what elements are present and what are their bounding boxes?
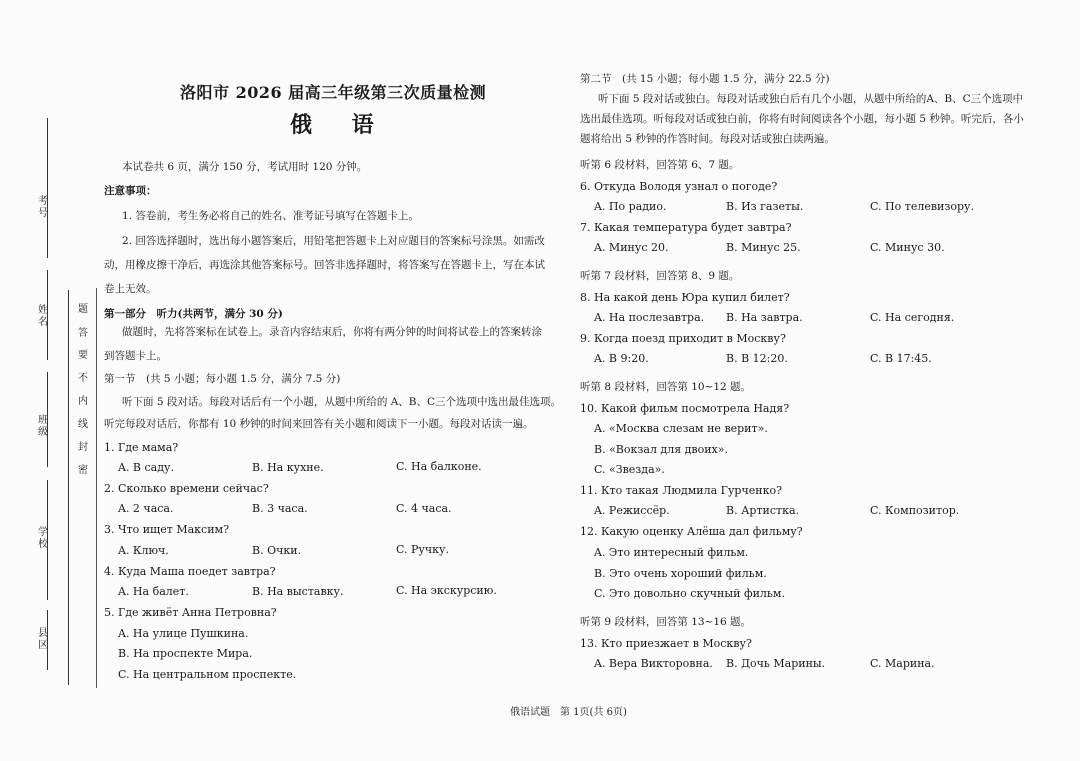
option-c: C. Композитор. xyxy=(870,504,960,517)
question-7: 7. Какая температура будет завтра? xyxy=(580,221,792,234)
option-c: C. Минус 30. xyxy=(870,241,945,254)
subject-title: 俄 语 xyxy=(290,112,390,138)
option-c: C. На центральном проспекте. xyxy=(118,668,297,681)
option-a: A. Вера Викторовна. xyxy=(594,657,713,670)
question-3: 3. Что ищет Максим? xyxy=(104,523,229,536)
seal-char: 要 xyxy=(78,350,88,361)
seal-char: 题 xyxy=(78,304,88,315)
option-b: B. Это очень хороший фильм. xyxy=(594,567,767,580)
part1-text-cont: 到答题卡上。 xyxy=(104,350,167,362)
question-9: 9. Когда поезд приходит в Москву? xyxy=(580,332,786,345)
section2-title: 第二节 (共 15 小题；每小题 1.5 分，满分 22.5 分) xyxy=(580,73,830,85)
option-a: A. На послезавтра. xyxy=(594,311,705,324)
material-7: 听第 7 段材料，回答第 8、9 题。 xyxy=(580,270,740,282)
option-b: B. 3 часа. xyxy=(252,502,308,515)
option-a: A. Режиссёр. xyxy=(594,504,670,517)
option-b: B. Минус 25. xyxy=(726,241,801,254)
material-9: 听第 9 段材料，回答第 13~16 题。 xyxy=(580,616,752,628)
label-exam-number: 考号 xyxy=(38,196,48,219)
option-a: A. На балет. xyxy=(118,585,189,598)
section2-text: 听下面 5 段对话或独白。每段对话或独白后有几个小题，从题中所给的A、B、C三个选项中 xyxy=(598,93,1024,105)
option-b: B. Из газеты. xyxy=(726,200,804,213)
option-b: B. На завтра. xyxy=(726,311,803,324)
option-b: B. На выставку. xyxy=(252,585,344,598)
question-1: 1. Где мама? xyxy=(104,441,179,454)
option-a: A. Ключ. xyxy=(118,544,169,557)
option-b: B. Очки. xyxy=(252,544,302,557)
option-b: B. Дочь Марины. xyxy=(726,657,826,670)
seal-char: 封 xyxy=(78,442,88,453)
blank-line xyxy=(47,118,48,258)
question-8: 8. На какой день Юра купил билет? xyxy=(580,291,790,304)
option-c: C. По телевизору. xyxy=(870,200,974,213)
option-a: A. В саду. xyxy=(118,461,174,474)
option-c: C. Ручку. xyxy=(396,543,450,556)
option-b: B. Артистка. xyxy=(726,504,800,517)
question-2: 2. Сколько времени сейчас? xyxy=(104,482,269,495)
question-13: 13. Кто приезжает в Москву? xyxy=(580,637,752,650)
part1-text: 做题时，先将答案标在试卷上。录音内容结束后，你将有两分钟的时间将试卷上的答案转涂 xyxy=(122,326,542,338)
note-2-end: 卷上无效。 xyxy=(104,283,157,295)
option-a: A. 2 часа. xyxy=(118,502,174,515)
section1-text-cont: 听完每段对话后，你都有 10 秒钟的时间来回答有关小题和阅读下一小题。每段对话读一遍。 xyxy=(104,418,534,430)
option-c: C. В 17:45. xyxy=(870,352,932,365)
seal-char: 线 xyxy=(78,419,88,430)
notes-title: 注意事项： xyxy=(104,185,157,197)
option-b: B. В 12:20. xyxy=(726,352,788,365)
note-2: 2. 回答选择题时，选出每小题答案后，用铅笔把答题卡上对应题目的答案标号涂黑。如需改 xyxy=(122,235,545,247)
seal-char: 密 xyxy=(78,465,88,476)
question-4: 4. Куда Маша поедет завтра? xyxy=(104,565,276,578)
option-c: C. Марина. xyxy=(870,657,935,670)
label-name: 姓名 xyxy=(38,305,48,328)
exam-title: 洛阳市 2026 届高三年级第三次质量检测 xyxy=(180,83,487,102)
section2-text-end: 题将给出 5 秒钟的作答时间。每段对话或独白读两遍。 xyxy=(580,133,835,145)
question-12: 12. Какую оценку Алёша дал фильму? xyxy=(580,525,803,538)
label-school: 学校 xyxy=(38,527,48,550)
option-c: C. На балконе. xyxy=(396,460,482,473)
question-11: 11. Кто такая Людмила Гурченко? xyxy=(580,484,782,497)
binding-line xyxy=(96,288,97,688)
section1-title: 第一节 (共 5 小题；每小题 1.5 分，满分 7.5 分) xyxy=(104,373,341,385)
part1-title: 第一部分 听力(共两节，满分 30 分) xyxy=(104,308,283,320)
note-1: 1. 答卷前，考生务必将自己的姓名、准考证号填写在答题卡上。 xyxy=(122,210,419,222)
intro-text: 本试卷共 6 页，满分 150 分，考试用时 120 分钟。 xyxy=(122,161,368,173)
material-6: 听第 6 段材料，回答第 6、7 题。 xyxy=(580,159,740,171)
option-c: C. Это довольно скучный фильм. xyxy=(594,587,785,600)
section2-text-cont: 选出最佳选项。听每段对话或独白前，你将有时间阅读各个小题，每小题 5 秒钟。听完后，各小 xyxy=(580,113,1024,125)
seal-char: 内 xyxy=(78,396,88,407)
seal-char: 不 xyxy=(78,373,88,384)
section1-text: 听下面 5 段对话。每段对话后有一个小题，从题中所给的 A、B、C三个选项中选出最佳选项。 xyxy=(122,396,562,408)
material-8: 听第 8 段材料，回答第 10~12 题。 xyxy=(580,381,752,393)
option-c: C. На сегодня. xyxy=(870,311,955,324)
option-c: C. «Звезда». xyxy=(594,463,665,476)
question-6: 6. Откуда Володя узнал о погоде? xyxy=(580,180,778,193)
option-a: A. «Москва слезам не верит». xyxy=(594,422,768,435)
binding-line xyxy=(68,290,69,685)
option-a: A. По радио. xyxy=(594,200,667,213)
seal-char: 答 xyxy=(78,328,88,339)
option-a: A. Минус 20. xyxy=(594,241,669,254)
label-district: 县区 xyxy=(38,628,48,651)
option-a: A. В 9:20. xyxy=(594,352,649,365)
note-2-cont: 动，用橡皮擦干净后，再选涂其他答案标号。回答非选择题时，将答案写在答题卡上，写在本试 xyxy=(104,259,545,271)
page-footer: 俄语试题 第 1页(共 6页) xyxy=(510,707,627,718)
option-c: C. 4 часа. xyxy=(396,502,452,515)
label-class: 班级 xyxy=(38,415,48,438)
option-a: A. Это интересный фильм. xyxy=(594,546,749,559)
question-5: 5. Где живёт Анна Петровна? xyxy=(104,606,277,619)
option-c: C. На экскурсию. xyxy=(396,584,497,597)
option-a: A. На улице Пушкина. xyxy=(118,627,249,640)
option-b: B. На кухне. xyxy=(252,461,324,474)
option-b: B. На проспекте Мира. xyxy=(118,647,253,660)
option-b: B. «Вокзал для двоих». xyxy=(594,443,728,456)
question-10: 10. Какой фильм посмотрела Надя? xyxy=(580,402,790,415)
